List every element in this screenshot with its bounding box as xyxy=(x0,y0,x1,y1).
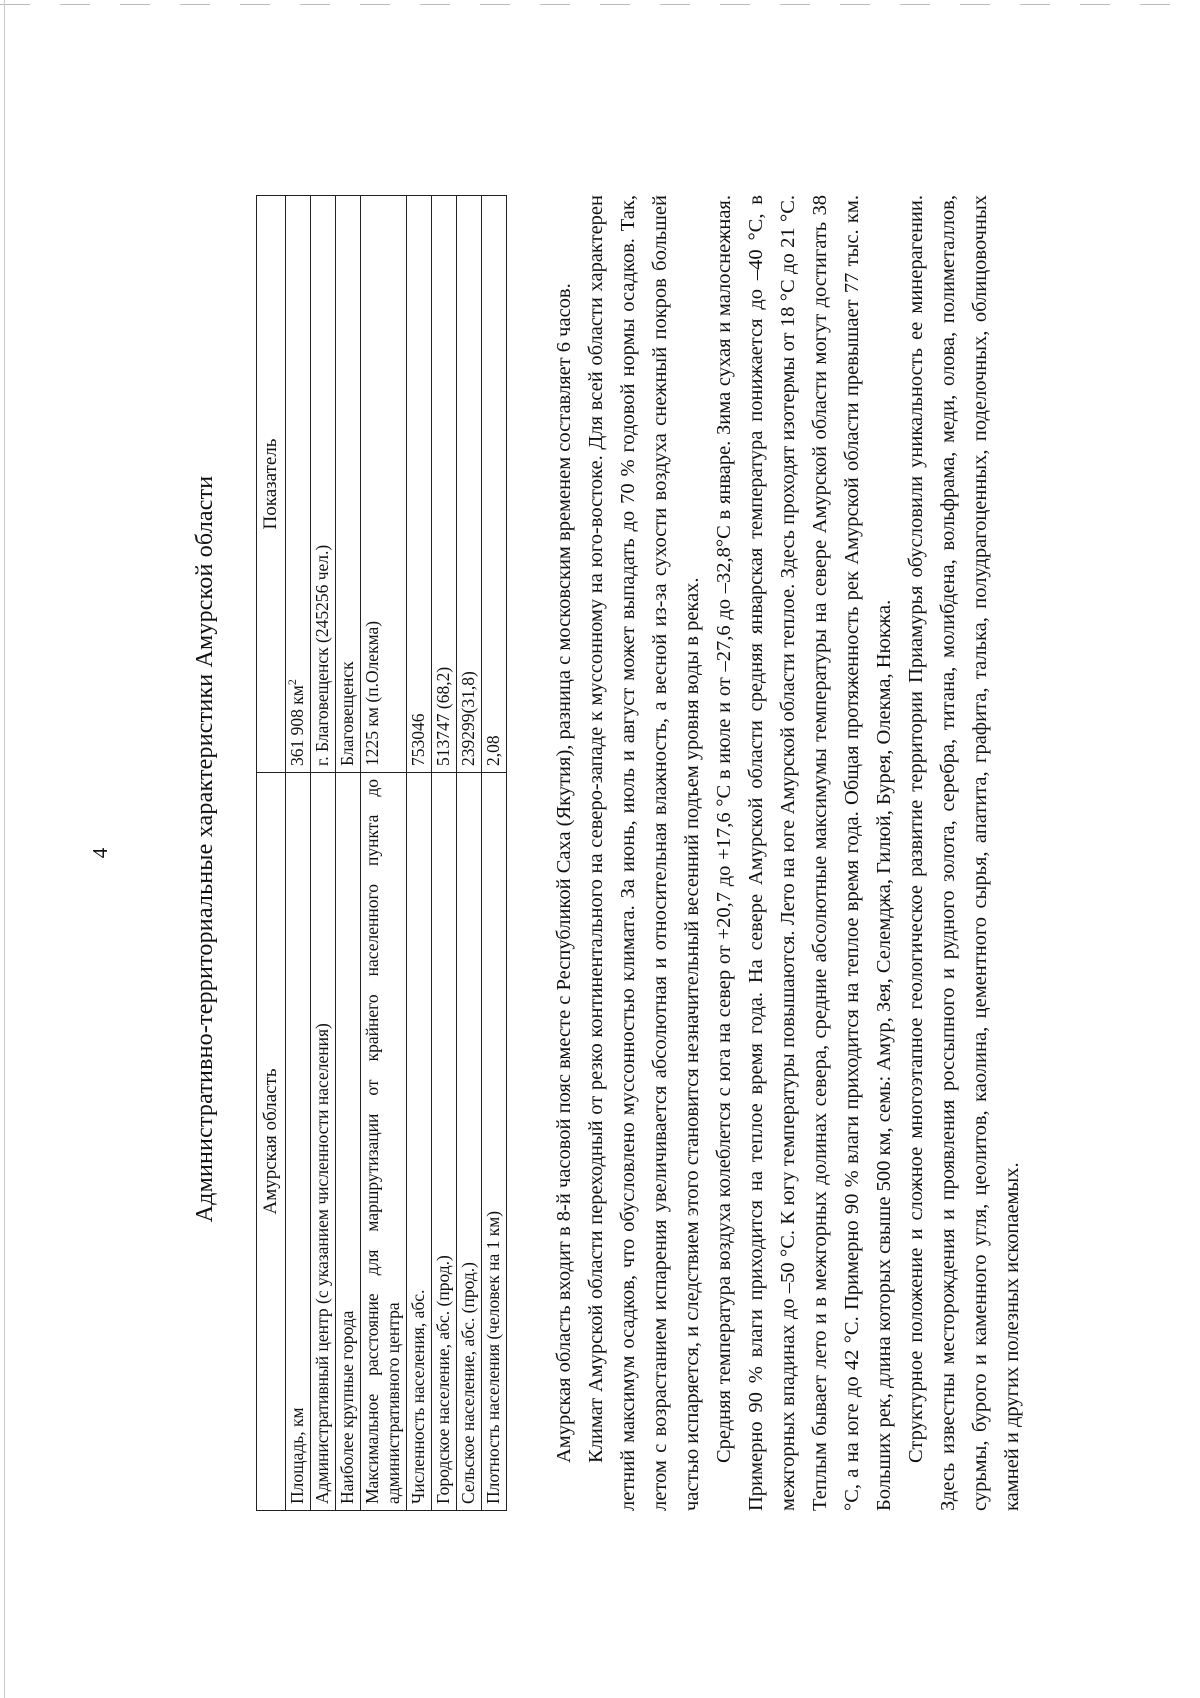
row-value: 2,08 xyxy=(482,196,507,773)
table-row xyxy=(311,196,336,1511)
table-header-row xyxy=(257,196,286,1511)
row-label: Городское население, абс. (прод.) xyxy=(432,772,457,1510)
row-value: 1225 км (п.Олекма) xyxy=(361,196,407,773)
table-row xyxy=(407,196,432,1511)
row-value-text: 361 908 км xyxy=(287,685,307,766)
row-label: Площадь, км xyxy=(286,772,311,1510)
row-label: Наиболее крупные города xyxy=(336,772,361,1510)
characteristics-table xyxy=(256,195,507,1511)
table-row xyxy=(432,196,457,1511)
table-row xyxy=(336,196,361,1511)
table-row xyxy=(361,196,407,1511)
paragraph-climate: Климат Амурской области переходный от резко континентального на северо-западе к муссонному на юго-востоке. Для всей области характерен летний максимум осадков, что обусловлено муссонностью климата. За июнь, июль и август может выпадать до 70 % годовой нормы осадков. Так, летом с возрастанием испарения увеличивается абсолютная и относительная влажность, а весной из-за сухости воздуха снежный покров большей частью испаряется, и следствием этого становится незначительный весенний подъем уровня воды в реках. xyxy=(585,195,703,1511)
paragraph-temperature: Средняя температура воздуха колеблется с юга на север от +20,7 до +17,6 °С в июле и от –27,6 до –32,8°С в январе. Зима сухая и малоснежная. Примерно 90 % влаги приходится на теплое время года. На севере Амурской области средняя январская температура понижается до –40 °С, в межгорных впадинах до –50 °С. К югу температуры повышаются. Лето на юге Амурской области теплое. Здесь проходят изотермы от 18 °С до 21 °С. Теплым бывает лето и в межгорных долинах севера, средние абсолютные максимумы температуры на севере Амурской области могут достигать 38 °С, а на юге до 42 °С. Примерно 90 % влаги приходится на теплое время года. Общая протяженность рек Амурской области превышает 77 тыс. км. Больших рек, длина которых свыше 500 км, семь: Амур, Зея, Селемджа, Гилюй, Бурея, Олекма, Нюкжа. xyxy=(713,195,895,1511)
row-label: Сельское население, абс. (прод.) xyxy=(457,772,482,1510)
row-value: Благовещенск xyxy=(336,196,361,773)
body-text xyxy=(548,195,1028,1511)
paragraph-timezone: Амурская область входит в 8-й часовой пояс вместе с Республикой Саха (Якутия), разница с московским временем составляет 6 часов. xyxy=(553,283,575,1463)
table-row xyxy=(457,196,482,1511)
table-row xyxy=(482,196,507,1511)
row-value: г. Благовещенск (245256 чел.) xyxy=(311,196,336,773)
table-row xyxy=(286,196,311,1511)
row-label: Численность населения, абс. xyxy=(407,772,432,1510)
paragraph-geology: Структурное положение и сложное многоэтапное геологическое развитие территории Приамурья обусловили уникальность ее минерагении. Здесь известны месторождения и проявления россыпного и рудного золота, серебра, титана, молибдена, вольфрама, меди, олова, полиметаллов, сурьмы, бурого и каменного угля, цеолитов, каолина, цементного сырья, апатита, графита, талька, полудрагоценных, поделочных, облицовочных камней и других полезных ископаемых. xyxy=(905,195,1023,1511)
column-header-indicator: Показатель xyxy=(257,196,286,773)
row-value xyxy=(286,196,311,773)
row-label: Административный центр (с указанием численности населения) xyxy=(311,772,336,1510)
row-value: 239299(31,8) xyxy=(457,196,482,773)
row-value: 753046 xyxy=(407,196,432,773)
superscript: 2 xyxy=(285,679,300,686)
page-number: 4 xyxy=(88,847,112,859)
page-title: Административно-территориальные характеристики Амурской области xyxy=(192,475,218,1223)
column-header-region: Амурская область xyxy=(257,772,286,1510)
row-label: Плотность населения (человек на 1 км) xyxy=(482,772,507,1510)
row-value: 513747 (68,2) xyxy=(432,196,457,773)
row-label: Максимальное расстояние для маршрутизации от крайнего населенного пункта до административного центра xyxy=(361,772,407,1510)
